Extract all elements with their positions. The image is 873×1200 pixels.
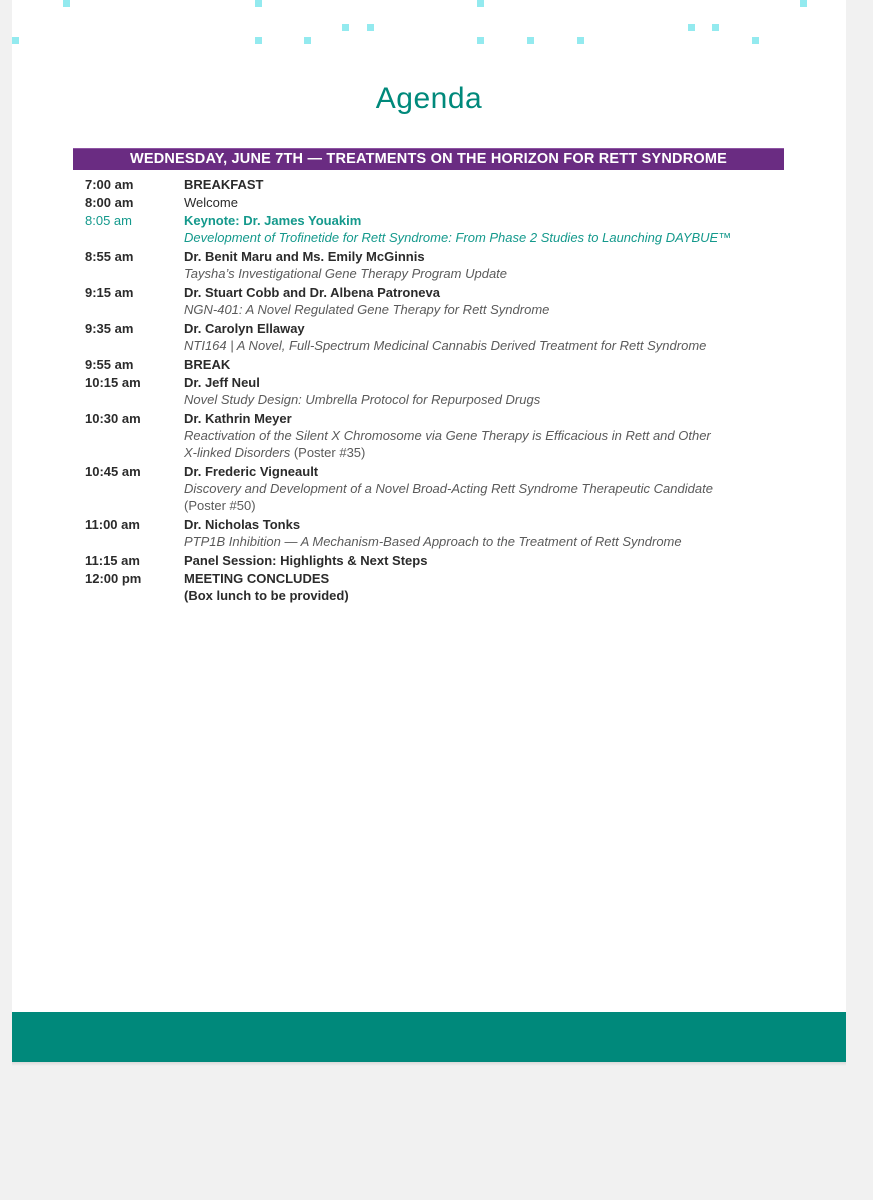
agenda-note: (Box lunch to be provided) (184, 588, 349, 603)
agenda-subtitle: Novel Study Design: Umbrella Protocol for Repurposed Drugs (184, 392, 541, 407)
agenda-subtitle: PTP1B Inhibition — A Mechanism-Based Approach to the Treatment of Rett Syndrome (184, 534, 682, 549)
agenda-time: 10:15 am (85, 375, 141, 390)
agenda-item (85, 176, 805, 193)
agenda-title: MEETING CONCLUDES (184, 571, 330, 586)
agenda-title: Dr. Carolyn Ellaway (184, 321, 305, 336)
agenda-title: Dr. Stuart Cobb and Dr. Albena Patroneva (184, 285, 440, 300)
agenda-item (85, 248, 805, 282)
agenda-time: 8:05 am (85, 213, 132, 228)
agenda-time: 10:30 am (85, 411, 141, 426)
agenda-page (12, 0, 846, 1062)
page-title: Agenda (375, 82, 483, 115)
agenda-time: 10:45 am (85, 464, 141, 479)
agenda-item (85, 320, 805, 354)
agenda-item (85, 570, 805, 604)
agenda-item (85, 284, 805, 318)
page-shadow (12, 1062, 846, 1066)
agenda-title: BREAKFAST (184, 177, 264, 192)
agenda-time: 7:00 am (85, 177, 134, 192)
agenda-time: 11:15 am (85, 553, 140, 568)
agenda-time: 9:55 am (85, 357, 134, 372)
agenda-title: Panel Session: Highlights & Next Steps (184, 553, 428, 568)
agenda-time: 11:00 am (85, 517, 140, 532)
agenda-title: Dr. Jeff Neul (184, 375, 260, 390)
agenda-title: Dr. Benit Maru and Ms. Emily McGinnis (184, 249, 425, 264)
agenda-subtitle: NTI164 | A Novel, Full-Spectrum Medicinal Cannabis Derived Treatment for Rett Syndrome (184, 338, 707, 353)
agenda-subtitle: Reactivation of the Silent X Chromosome via Gene Therapy is Efficacious in Rett and Other (184, 428, 711, 443)
decorative-dot (577, 37, 584, 44)
decorative-dot (527, 37, 534, 44)
footer-band (12, 1012, 846, 1062)
decorative-dot (367, 24, 374, 31)
agenda-subtitle: Taysha’s Investigational Gene Therapy Program Update (184, 266, 508, 281)
agenda-time: 9:15 am (85, 285, 134, 300)
agenda-title: Dr. Nicholas Tonks (184, 517, 301, 532)
decorative-dot (477, 0, 484, 7)
agenda-item (85, 194, 805, 211)
decorative-dot (342, 24, 349, 31)
agenda-time: 8:00 am (85, 195, 134, 210)
agenda-time: 8:55 am (85, 249, 134, 264)
decorative-dot (304, 37, 311, 44)
agenda-item (85, 463, 805, 514)
agenda-subtitle: Development of Trofinetide for Rett Syndrome: From Phase 2 Studies to Launching DAYBUE™ (184, 230, 732, 245)
decorative-dot (752, 37, 759, 44)
agenda-item (85, 212, 805, 246)
agenda-item (85, 374, 805, 408)
agenda-subtitle-continued: X-linked Disorders (184, 445, 291, 460)
agenda-item (85, 552, 805, 569)
agenda-list (85, 176, 805, 605)
agenda-time: 9:35 am (85, 321, 134, 336)
day-banner: WEDNESDAY, JUNE 7TH — TREATMENTS ON THE HORIZON FOR RETT SYNDROME (73, 148, 784, 170)
agenda-title: Dr. Frederic Vigneault (184, 464, 319, 479)
agenda-item (85, 516, 805, 550)
decorative-dot (800, 0, 807, 7)
agenda-item (85, 356, 805, 373)
decorative-dot (688, 24, 695, 31)
poster-note: (Poster #50) (184, 498, 256, 513)
agenda-title: BREAK (184, 357, 231, 372)
decorative-dot (255, 0, 262, 7)
agenda-title: Dr. Kathrin Meyer (184, 411, 292, 426)
agenda-subtitle: NGN-401: A Novel Regulated Gene Therapy for Rett Syndrome (184, 302, 550, 317)
agenda-subtitle: Discovery and Development of a Novel Broad-Acting Rett Syndrome Therapeutic Candidate (184, 481, 713, 496)
agenda-item (85, 410, 805, 461)
agenda-time: 12:00 pm (85, 571, 142, 586)
agenda-title: Welcome (184, 195, 238, 210)
decorative-dot (255, 37, 262, 44)
decorative-dot (477, 37, 484, 44)
decorative-dot (63, 0, 70, 7)
decorative-dot (12, 37, 19, 44)
decorative-dot (712, 24, 719, 31)
poster-note: (Poster #35) (293, 445, 366, 460)
agenda-title: Keynote: Dr. James Youakim (184, 213, 362, 228)
